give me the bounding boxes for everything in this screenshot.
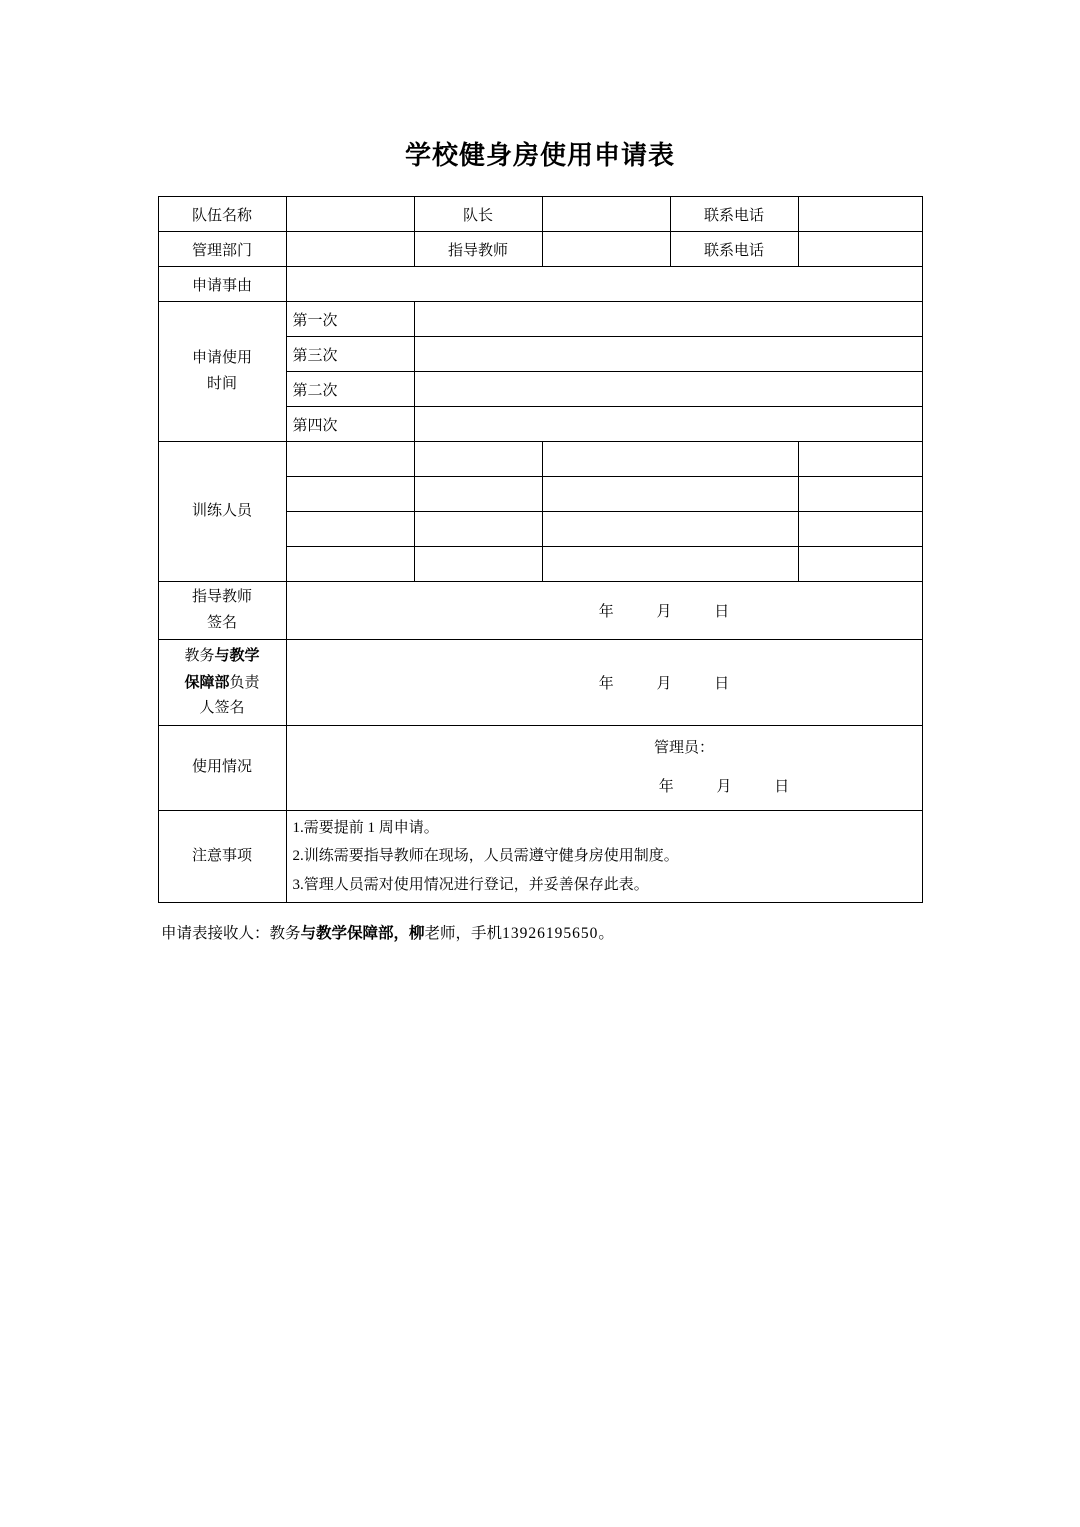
label-contact-phone-2: 联系电话 <box>670 232 798 267</box>
label-instructor-signature-line1: 指导教师 <box>191 589 252 605</box>
footer-bold-dept: 与教学保障部， <box>300 925 410 942</box>
label-dept-head-part1: 教务 <box>184 648 215 664</box>
label-dept-head-line3: 人签名 <box>199 700 245 716</box>
label-usage-time-line2: 时间 <box>206 375 237 392</box>
usage-inner <box>293 729 916 807</box>
field-trainee-r2c3[interactable] <box>542 477 798 512</box>
table-row <box>158 810 922 903</box>
label-trainees: 训练人员 <box>158 442 286 582</box>
note-item-3: 3.管理人员需对使用情况进行登记，并妥善保存此表。 <box>292 876 649 893</box>
date-month-usage: 月 <box>716 778 732 795</box>
field-trainee-r1c4[interactable] <box>798 442 922 477</box>
date-month-instructor: 月 <box>656 604 672 620</box>
application-form-table <box>158 196 923 903</box>
field-trainee-r4c1[interactable] <box>286 547 414 582</box>
date-year-usage: 年 <box>658 778 674 795</box>
table-row <box>158 640 922 726</box>
field-trainee-r1c3[interactable] <box>542 442 798 477</box>
label-usage-time <box>158 302 286 442</box>
field-time-4[interactable] <box>414 407 922 442</box>
label-time-3: 第三次 <box>286 337 414 372</box>
label-notes: 注意事项 <box>158 810 286 903</box>
label-application-reason: 申请事由 <box>158 267 286 302</box>
field-managing-dept[interactable] <box>286 232 414 267</box>
date-year-dept-head: 年 <box>598 675 614 692</box>
label-managing-dept: 管理部门 <box>158 232 286 267</box>
field-application-reason[interactable] <box>286 267 922 302</box>
footer-prefix: 申请表接收人：教务 <box>161 925 301 942</box>
field-dept-head-signature[interactable] <box>286 640 922 726</box>
field-trainee-r4c2[interactable] <box>414 547 542 582</box>
footer-contact-line <box>155 921 925 943</box>
label-usage-time-line1: 申请使用 <box>191 350 252 366</box>
field-trainee-r2c1[interactable] <box>286 477 414 512</box>
table-row <box>158 725 922 810</box>
table-row <box>158 232 922 267</box>
field-trainee-r3c2[interactable] <box>414 512 542 547</box>
table-row <box>158 442 922 477</box>
label-instructor: 指导教师 <box>414 232 542 267</box>
field-time-1[interactable] <box>414 302 922 337</box>
field-captain[interactable] <box>542 197 670 232</box>
table-row <box>158 302 922 337</box>
label-team-name: 队伍名称 <box>158 197 286 232</box>
label-time-4: 第四次 <box>286 407 414 442</box>
field-trainee-r4c4[interactable] <box>798 547 922 582</box>
label-dept-head-line1 <box>165 643 280 670</box>
label-time-2: 第二次 <box>286 372 414 407</box>
field-time-3[interactable] <box>414 337 922 372</box>
footer-phone: 13926195650 <box>502 925 599 942</box>
field-trainee-r3c1[interactable] <box>286 512 414 547</box>
date-line-instructor <box>293 600 916 621</box>
date-month-dept-head: 月 <box>656 675 672 692</box>
field-trainee-r1c2[interactable] <box>414 442 542 477</box>
field-contact-phone-1[interactable] <box>798 197 922 232</box>
label-dept-head-line2 <box>165 670 280 697</box>
date-day-dept-head: 日 <box>714 675 730 692</box>
usage-admin-label: 管理员： <box>653 739 714 756</box>
label-captain: 队长 <box>414 197 542 232</box>
label-dept-head-signature <box>158 640 286 726</box>
field-contact-phone-2[interactable] <box>798 232 922 267</box>
label-dept-head-part2: 与教学 <box>214 647 260 664</box>
table-row <box>158 197 922 232</box>
label-time-1: 第一次 <box>286 302 414 337</box>
field-trainee-r3c4[interactable] <box>798 512 922 547</box>
field-time-2[interactable] <box>414 372 922 407</box>
table-row <box>158 267 922 302</box>
field-trainee-r4c3[interactable] <box>542 547 798 582</box>
notes-content <box>286 810 922 903</box>
field-usage-status[interactable] <box>286 725 922 810</box>
field-team-name[interactable] <box>286 197 414 232</box>
date-day-usage: 日 <box>774 778 790 795</box>
label-instructor-signature <box>158 582 286 640</box>
field-trainee-r2c4[interactable] <box>798 477 922 512</box>
page-title: 学校健身房使用申请表 <box>404 140 675 170</box>
field-trainee-r3c3[interactable] <box>542 512 798 547</box>
label-usage-status: 使用情况 <box>158 725 286 810</box>
footer-bold-name: 柳 <box>409 925 425 942</box>
label-dept-head-part3: 保障部 <box>184 673 230 691</box>
label-contact-phone-1: 联系电话 <box>670 197 798 232</box>
note-item-2: 2.训练需要指导教师在现场，人员需遵守健身房使用制度。 <box>292 848 679 864</box>
date-line-usage <box>413 768 916 807</box>
date-year-instructor: 年 <box>598 604 614 620</box>
date-day-instructor: 日 <box>714 604 730 620</box>
label-dept-head-part4: 负责 <box>229 674 260 691</box>
footer-suffix: 。 <box>598 925 614 942</box>
label-instructor-signature-line2: 签名 <box>206 614 237 631</box>
field-instructor-signature[interactable] <box>286 582 922 640</box>
date-line-dept-head <box>293 672 916 693</box>
field-instructor[interactable] <box>542 232 670 267</box>
table-row <box>158 582 922 640</box>
note-item-1: 1.需要提前 1 周申请。 <box>292 819 439 836</box>
footer-mid: 老师，手机 <box>424 925 503 942</box>
field-trainee-r2c2[interactable] <box>414 477 542 512</box>
field-trainee-r1c1[interactable] <box>286 442 414 477</box>
